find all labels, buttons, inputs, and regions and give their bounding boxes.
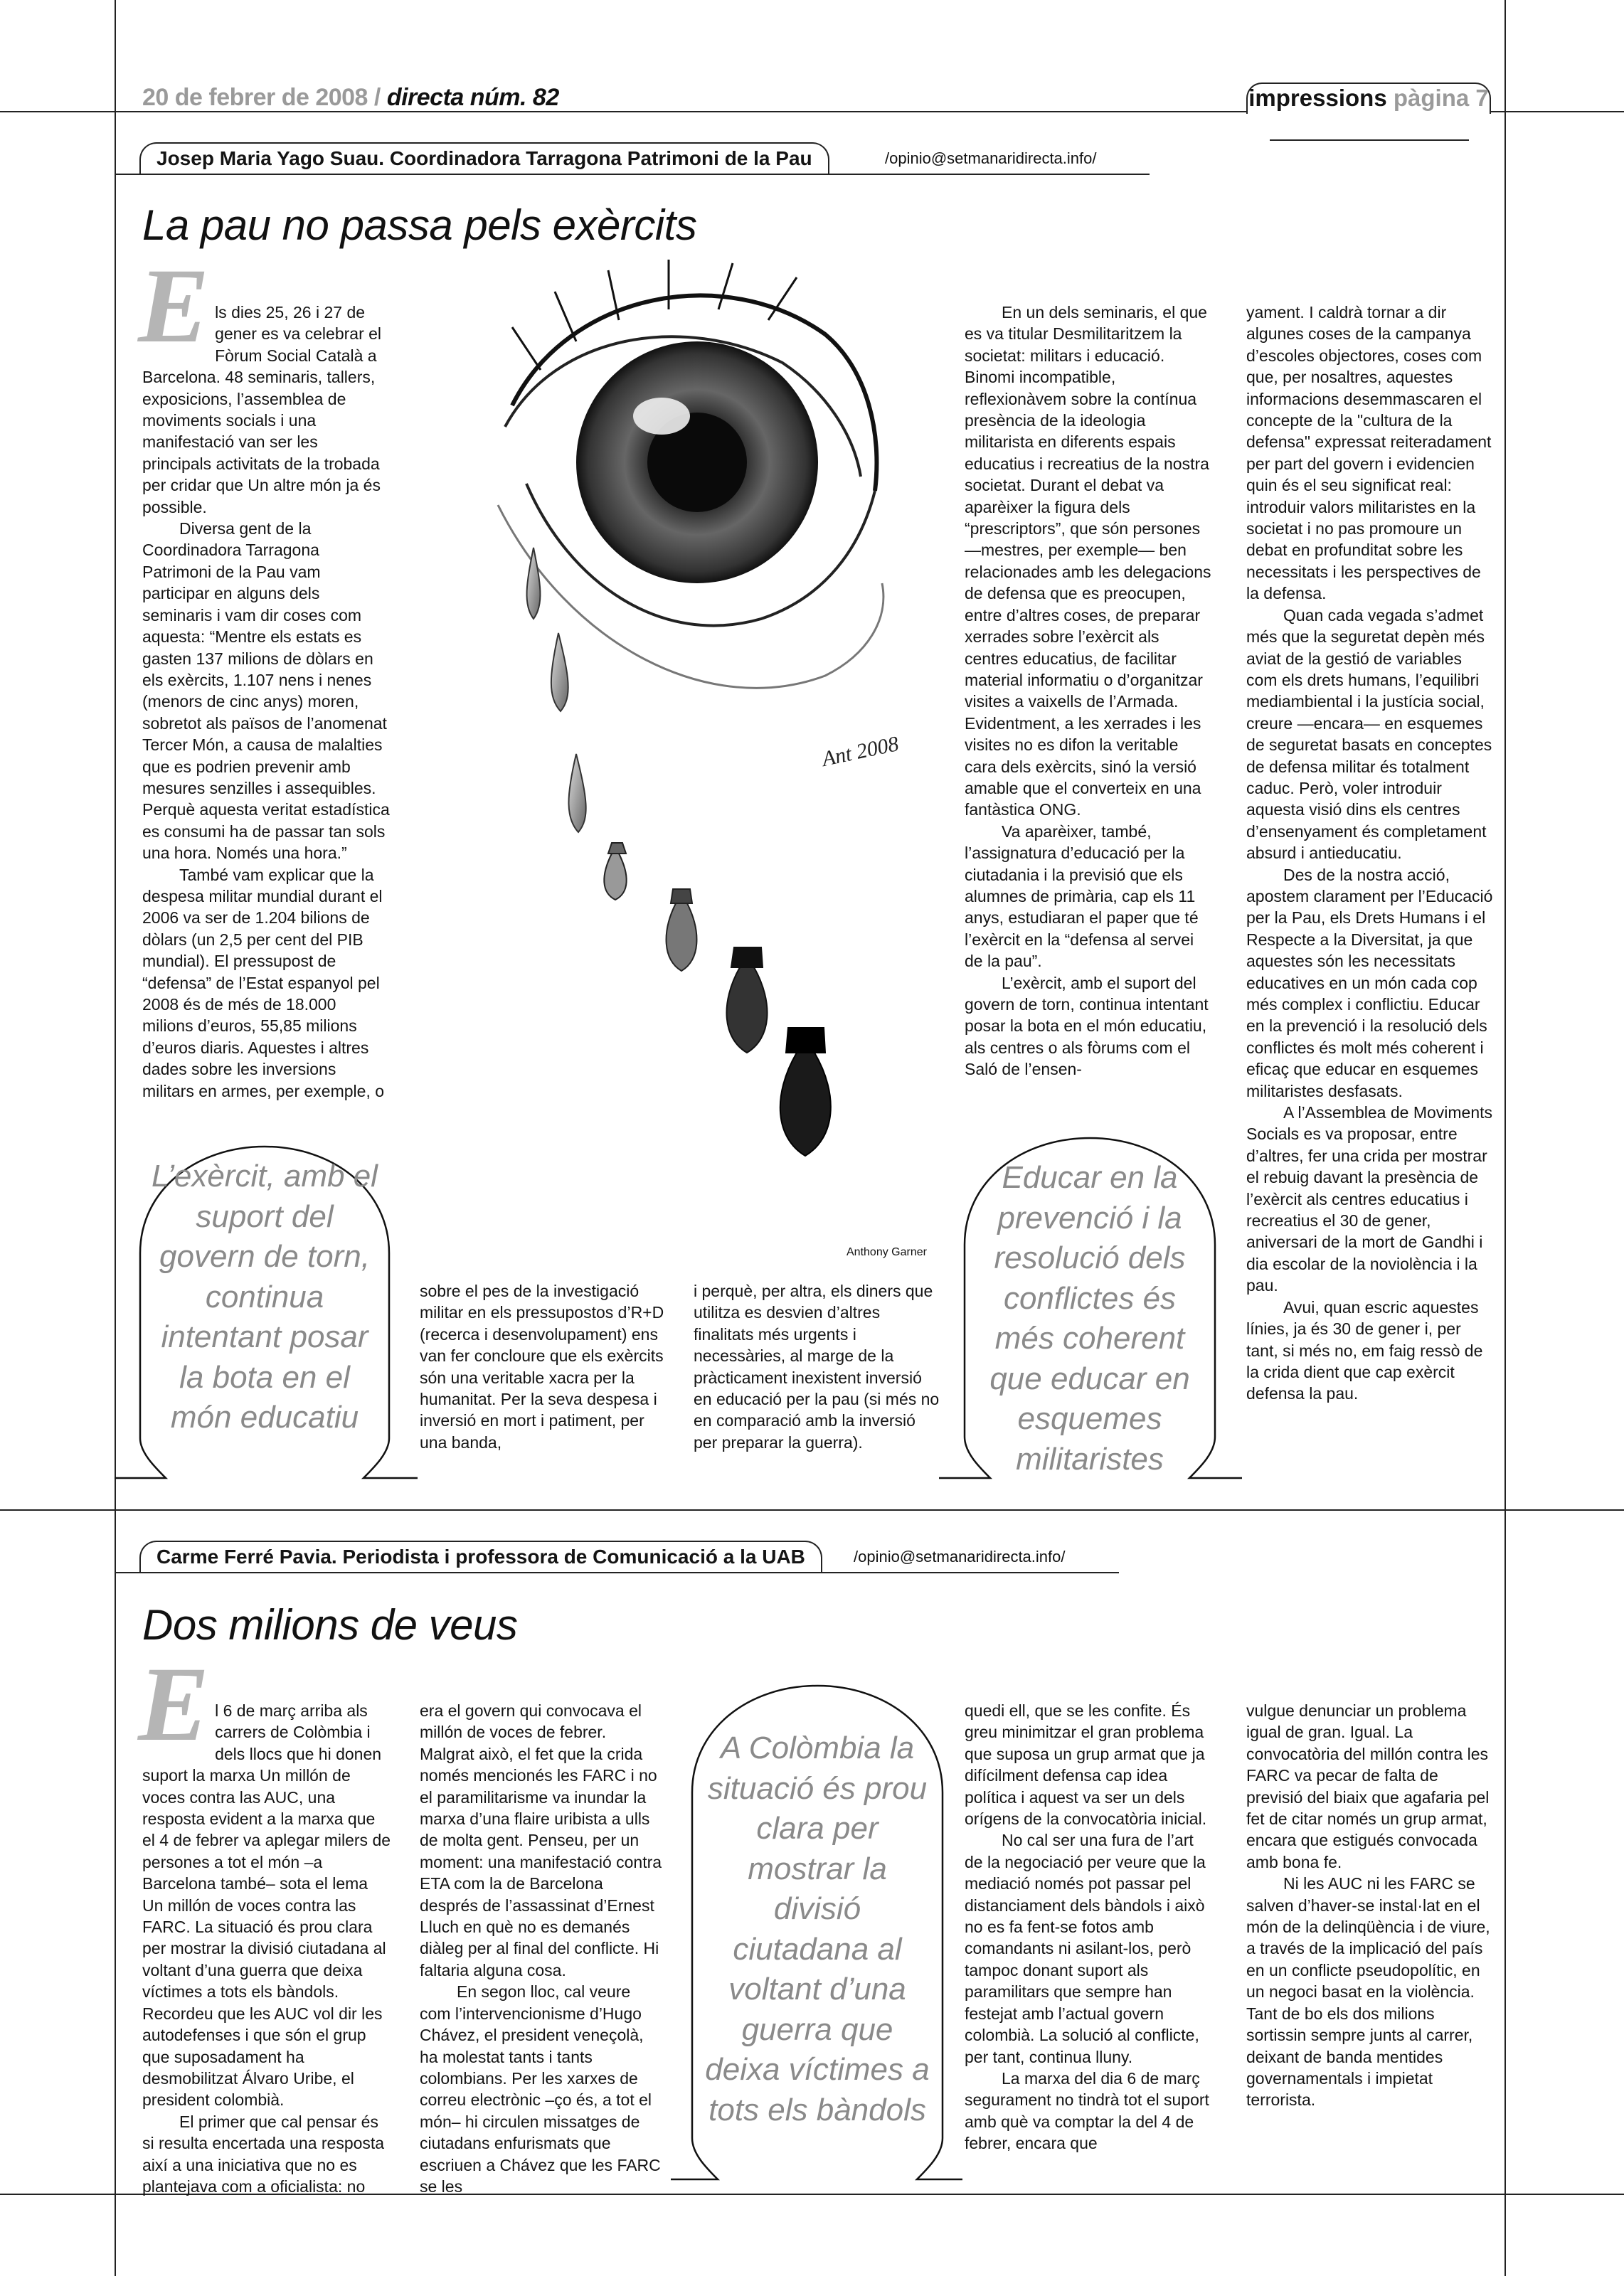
article1-column-2b xyxy=(694,1280,943,1453)
illustration-credit: Anthony Garner xyxy=(847,1246,927,1258)
article1-column-4 xyxy=(1246,302,1495,1405)
paragraph: ls dies 25, 26 i 27 de gener es va celebrar el Fòrum Social Català a Barcelona. 48 seminaris, tallers, exposicions, l’assemblea de moviments socials i una manifestació van ser les principals activitats de la trobada per cridar que Un altre món ja és possible. xyxy=(142,303,382,516)
issue-date: 20 de febrer de 2008 / xyxy=(142,84,381,111)
article1-column-1 xyxy=(138,247,391,1102)
article1-author-bar: Josep Maria Yago Suau. Coordinadora Tarragona Patrimoni de la Pau xyxy=(139,142,829,174)
paragraph: yament. I caldrà tornar a dir algunes coses de la campanya d’escoles objectores, coses com que, per nosaltres, aquestes informacions desemmascaren el concepte de la "cultura de la defensa" expressat reiteradament per part del govern i evidencien quin és el seu significat real: introduir valors militaristes en la societat i no pas promoure un debat en profunditat sobre les necessitats i les perspectives de la defensa. xyxy=(1246,303,1492,603)
pull-quote-text: A Colòmbia la situació és prou clara per mostrar la divisió ciutadana al voltant d’una guerra que deixa víctimes a tots els bàndols xyxy=(705,1731,930,2127)
paragraph: vulgue denunciar un problema igual de gran. Igual. La convocatòria del millón contra les FARC va pecar de falta de previsió del biaix que agafaria pel fet de citar només un grup armat, encara que estigués convocada amb bona fe. xyxy=(1246,1701,1490,1871)
paragraph: La marxa del dia 6 de març segurament no tindrà tot el suport amb què va comptar la del 4 de febrer, encara que xyxy=(965,2068,1209,2153)
issue-header xyxy=(142,84,559,112)
paragraph: Ni les AUC ni les FARC se salven d’haver-se instal·lat en el món de la delinqüència i de viure, a través de la implicació del país en un conflicte pseudopolític, en un negoci basat en la violència. Tant de bo els dos milions sortissin sempre junts al carrer, deixant de banda mentides governamentals i impietat terrorista. xyxy=(1246,1874,1490,2110)
article1-column-2a xyxy=(420,1280,665,1453)
paragraph: quedi ell, que se les confite. És greu minimitzar el gran problema que suposa un grup armat que ja difícilment defensa cap idea política i aquest va ser un dels orígens de la convocatòria inicial. xyxy=(965,1701,1207,1829)
paragraph: Des de la nostra acció, apostem clarament per l’Educació per la Pau, els Drets Humans i el Respecte a la Diversitat, ja que aquestes són les necessitats educatives en un món cada cop més complex i conflictiu. Educar en la prevenció i la resolució dels conflictes és molt més coherent i eficaç que educar en esquemes militaristes desfasats. xyxy=(1246,865,1493,1100)
article1-dropcap: E xyxy=(138,247,210,365)
paragraph: A l’Assemblea de Moviments Socials es va proposar, entre d’altres, fer una crida per mostrar el rebuig davant la presència de l’exèrcit als centres educatius i recreatius el 30 de gener, aniversari de la mort de Gandhi i dia escolar de la noviolència i la pau. xyxy=(1246,1103,1493,1295)
paragraph: També vam explicar que la despesa militar mundial durant el 2006 va ser de 1.204 bilions de dòlars (un 2,5 per cent del PIB mundial). El pressupost de “defensa” de l’Estat espanyol pel 2008 és de més de 18.000 milions d’euros, 55,85 milions d’euros diaris. Aquestes i altres dades sobre les inversions militars en armes, per exemple, o xyxy=(142,865,385,1100)
paragraph: L’exèrcit, amb el suport del govern de torn, continua intentant posar la bota en el món educatiu, als centres o als fòrums com el Saló de l’ensen- xyxy=(965,973,1209,1079)
pull-quote-text: Educar en la prevenció i la resolució dels conflictes és més coherent que educar en esquemes militaristes xyxy=(989,1160,1190,1477)
pull-quote-3 xyxy=(692,1686,943,2179)
left-margin-rule xyxy=(115,0,116,2276)
section-name: impressions xyxy=(1248,85,1387,111)
article2-column-2 xyxy=(420,1700,665,2197)
section-tab-underline xyxy=(1270,139,1469,141)
paragraph: l 6 de març arriba als carrers de Colòmbia i dels llocs que hi donen suport la marxa Un millón de voces contra las AUC, una resposta evident a la marxa que el 4 de febrer va aplegar milers de persones a tot el món –a Barcelona també– sota el lema Un millón de voces contra las FARC. La situació és prou clara per mostrar la divisió ciutadana al voltant d’una guerra que deixa víctimes a tots els bàndols. Recordeu que les AUC vol dir les autodefenses i que són el grup que suposadament ha desmobilitzat Álvaro Uribe, el president colombià. xyxy=(142,1701,391,2110)
pull-quote-2 xyxy=(965,1138,1215,1478)
article2-column-1 xyxy=(138,1645,391,2197)
article1-byline-rule xyxy=(115,174,1150,175)
paragraph: Quan cada vegada s’admet més que la seguretat depèn més aviat de la gestió de variables com els drets humans, l’equilibri mediambiental i la justícia social, creure —encara— en esquemes de seguretat basats en conceptes de defensa militar és totalment caduc. Però, voler introduir aquesta visió dins els centres d’ensenyament és completament absurd i antieducatiu. xyxy=(1246,605,1492,863)
paragraph: El primer que cal pensar és si resulta encertada una resposta així a una iniciativa que no es plantejava com a oficialista: no xyxy=(142,2112,385,2196)
section-divider xyxy=(0,1509,1624,1511)
paragraph: Diversa gent de la Coordinadora Tarragona Patrimoni de la Pau vam participar en alguns dels seminaris i vam dir coses com aquesta: “Mentre els estats es gasten 137 milions de dòlars en els exèrcits, 1.107 nens i nenes (menors de cinc anys) moren, sobretot als països de l’anomenat Tercer Món, a causa de malalties que es podrien prevenir amb mesures senzilles i assequibles. Perquè aquesta veritat estadística es consumi ha de passar tan sols una hora. Només una hora.” xyxy=(142,519,390,863)
paragraph: sobre el pes de la investigació militar en els pressupostos d’R+D (recerca i desenvolupament) ens van fer concloure que els exèrcits són una veritable xacra per la humanitat. Per la seva despesa i inversió en mort i patiment, per una banda, xyxy=(420,1282,664,1452)
article2-byline-rule xyxy=(115,1572,1119,1573)
paragraph: En un dels seminaris, el que es va titular Desmilitaritzem la societat: militars i educació. Binomi incompatible, reflexionàvem sobre la contínua presència de la ideologia militarista en diferents espais educatius i recreatius de la nostra societat. Durant el debat va aparèixer la figura dels “prescriptors”, que són persones —mestres, per exemple— ben relacionades amb les delegacions de defensa que es preocupen, entre d’altres coses, de preparar xerrades sobre l’exèrcit als centres educatius, de facilitar material informatiu o d’organitzar visites a vaixells de l’Armada. Evidentment, a les xerrades i les visites no es difon la veritable cara dels exèrcits, sinó la versió amable que el converteix en una fantàstica ONG. xyxy=(965,303,1211,819)
article1-column-3 xyxy=(965,302,1214,1080)
article2-title: Dos milions de veus xyxy=(142,1601,518,1649)
article2-dropcap: E xyxy=(138,1645,210,1763)
paragraph: No cal ser una fura de l’art de la negociació per veure que la mediació només pot passar pel distanciament dels bàndols i això no es fa fent-se fotos amb comandants ni asilant-los, però tampoc donant suport als paramilitars que sempre han festejat amb l’actual govern colombià. La solució al conflicte, per tant, continua lluny. xyxy=(965,1831,1206,2066)
article2-column-4 xyxy=(1246,1700,1495,2111)
paragraph: i perquè, per altra, els diners que utilitza es desvien d’altres finalitats més urgents i necessàries, al marge de la pràcticament inexistent inversió en educació per la pau (si més no en comparació amb la inversió per preparar la guerra). xyxy=(694,1282,940,1452)
right-margin-rule xyxy=(1504,0,1506,2276)
article2-column-3 xyxy=(965,1700,1214,2154)
illustration-signature: Ant 2008 xyxy=(819,732,901,771)
bomb-small xyxy=(604,843,626,900)
bomb-largest xyxy=(780,1028,831,1156)
illustration-eye-bombs xyxy=(427,249,943,1252)
bomb-medium xyxy=(667,889,697,971)
bomb-large xyxy=(726,947,767,1053)
article1-email[interactable]: /opinio@setmanaridirecta.info/ xyxy=(885,149,1097,167)
paragraph: Va aparèixer, també, l’assignatura d’educació per la ciutadania i la previsió que els alumnes de primària, cap els 11 anys, estudiaran el paper que té l’exèrcit en la “defensa al servei de la pau”. xyxy=(965,822,1199,971)
article1-title: La pau no passa pels exèrcits xyxy=(142,201,697,249)
page-number: pàgina 7 xyxy=(1393,85,1489,111)
pull-quote-text: L’exèrcit, amb el suport del govern de torn, continua intentant posar la bota en el món educatiu xyxy=(152,1159,378,1435)
article2-author-bar: Carme Ferré Pavia. Periodista i professora de Comunicació a la UAB xyxy=(139,1541,822,1572)
paragraph: Avui, quan escric aquestes línies, ja és 30 de gener i, per tant, si més no, em faig ressò de la crida dient que cap exèrcit defensa la pau. xyxy=(1246,1297,1483,1403)
paragraph: era el govern qui convocava el millón de voces de febrer. Malgrat això, el fet que la crida només mencionés les FARC i no el paramilitarisme va inundar la marxa d’una flaire uribista a ulls de molta gent. Penseu, per un moment: una manifestació contra ETA com la de Barcelona després de l’assassinat d’Ernest Lluch en què no es demanés diàleg per al final del conflicte. Hi faltaria alguna cosa. xyxy=(420,1701,662,1979)
article2-email[interactable]: /opinio@setmanaridirecta.info/ xyxy=(854,1548,1066,1566)
pull-quote-1 xyxy=(140,1147,389,1478)
section-tab xyxy=(1246,83,1491,114)
issue-number: directa núm. 82 xyxy=(386,84,559,111)
paragraph: En segon lloc, cal veure com l’intervencionisme d’Hugo Chávez, el president veneçolà, ha molestat tants i tants colombians. Per les xarxes de correu electrònic –ço és, a tot el món– hi circulen missatges de ciutadans enfurismats que escriuen a Chávez que les FARC se les xyxy=(420,1982,661,2196)
